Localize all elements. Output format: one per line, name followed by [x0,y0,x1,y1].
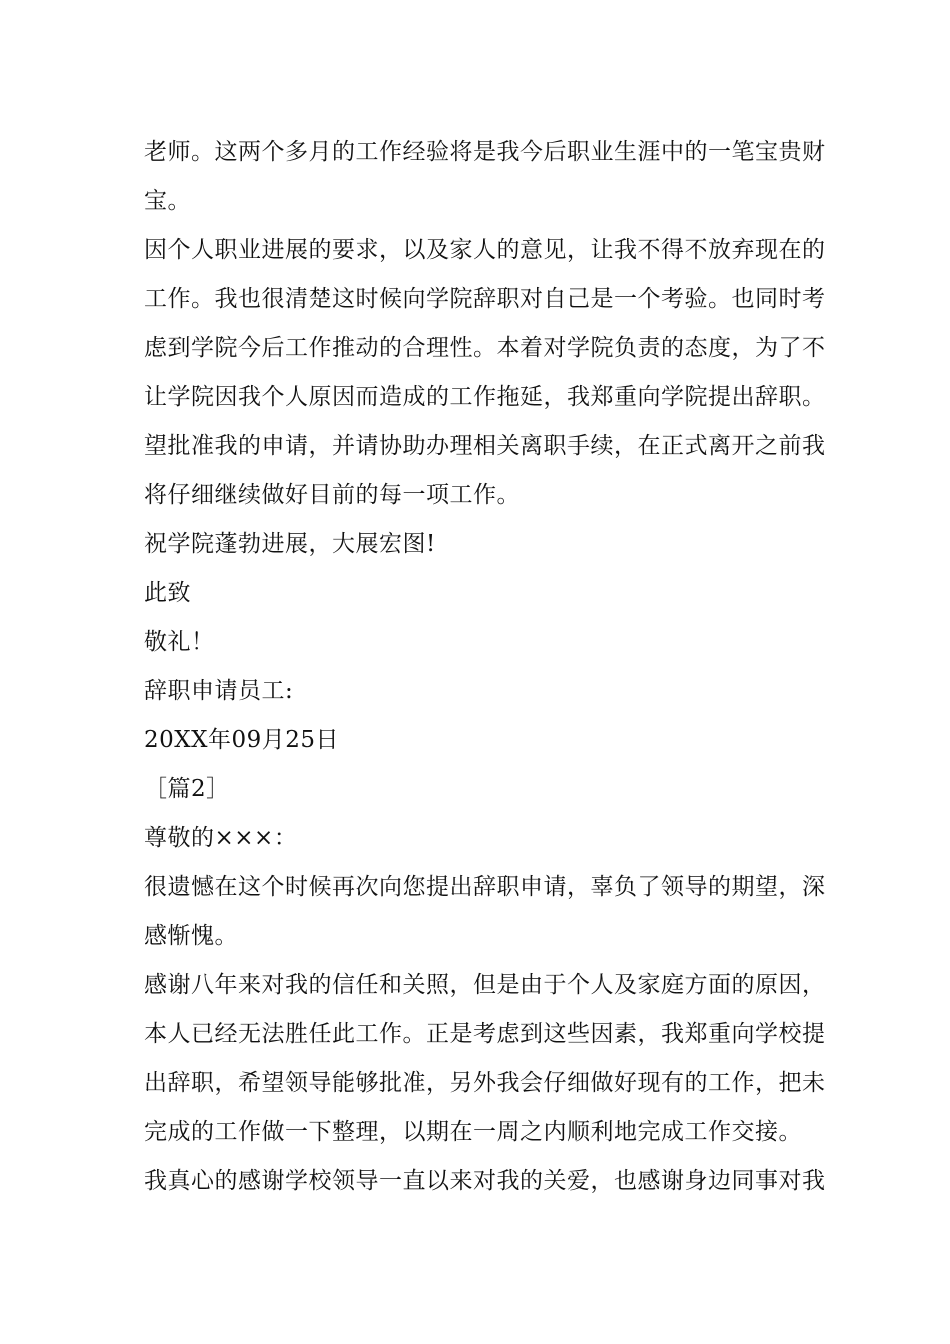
text-line: 将仔细继续做好目前的每一项工作。 [144,482,520,508]
text-line: 让学院因我个人原因而造成的工作拖延，我郑重向学院提出辞职。 [144,384,826,410]
document-page [144,128,826,1206]
text-line: 老师。这两个多月的工作经验将是我今后职业生涯中的一笔宝贵财 [144,139,826,165]
text-line: 出辞职，希望领导能够批准，另外我会仔细做好现有的工作，把未 [144,1070,826,1096]
text-line: 感谢八年来对我的信任和关照，但是由于个人及家庭方面的原因， [144,972,826,998]
salutation-ci-zhi: 此致 [144,580,191,606]
signature-label: 辞职申请员工: [144,678,294,704]
text-line: 感惭愧。 [144,923,238,949]
salutation-jing-li: 敬礼！ [144,629,215,655]
closing-wish: 祝学院蓬勃进展，大展宏图! [144,531,436,557]
text-line: 本人已经无法胜任此工作。正是考虑到这些因素，我郑重向学校提 [144,1021,826,1047]
text-line: 工作。我也很清楚这时候向学院辞职对自己是一个考验。也同时考 [144,286,826,312]
greeting-line: 尊敬的×××： [144,825,298,851]
text-line: 我真心的感谢学校领导一直以来对我的关爱，也感谢身边同事对我 [144,1168,826,1194]
date-line: 20XX年09月25日 [144,727,340,753]
section-heading: ［篇2］ [144,776,230,802]
text-line: 宝。 [144,188,191,214]
text-line: 很遗憾在这个时候再次向您提出辞职申请，辜负了领导的期望，深 [144,874,826,900]
text-line: 因个人职业进展的要求，以及家人的意见，让我不得不放弃现在的 [144,237,826,263]
text-line: 望批准我的申请，并请协助办理相关离职手续，在正式离开之前我 [144,433,826,459]
text-line: 完成的工作做一下整理，以期在一周之内顺利地完成工作交接。 [144,1119,802,1145]
text-line: 虑到学院今后工作推动的合理性。本着对学院负责的态度，为了不 [144,335,826,361]
